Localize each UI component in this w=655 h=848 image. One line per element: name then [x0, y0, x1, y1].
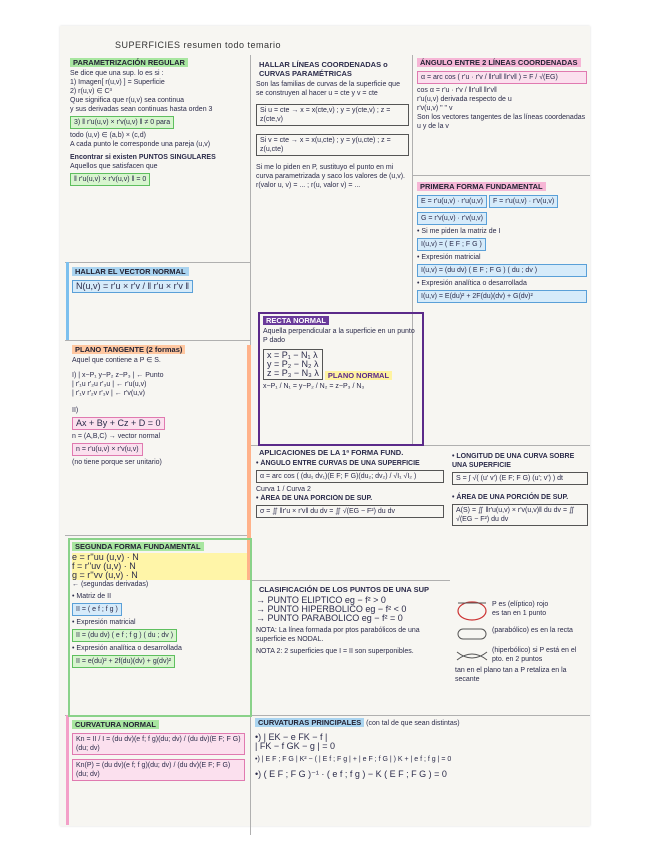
section-title: CLASIFICACIÓN DE LOS PUNTOS DE UNA SUP — [259, 585, 430, 594]
text-line: todo (u,v) ∈ (a,b) × (c,d) — [70, 132, 146, 139]
plane-equation: Ax + By + Cz + D = 0 — [72, 417, 165, 430]
second-form-matrix: II = ( e f ; f g ) — [72, 603, 122, 616]
principal-curvatures-section — [255, 718, 590, 779]
formula-e: e = r''uu (u,v) · N — [72, 553, 247, 562]
normal-product: n = r'u(u,v) × r'v(u,v) — [72, 443, 143, 456]
normal-line-equations — [263, 349, 323, 380]
point-note: es tan en 1 punto — [492, 610, 547, 617]
section-title: RECTA NORMAL — [263, 316, 329, 325]
text-line: Aquellos que satisfacen que — [70, 163, 158, 170]
param-regular-section — [70, 58, 248, 188]
formula-f: f = r''uv (u,v) · N — [72, 562, 247, 571]
text-block: Aquella perpendicular a la superficie en un punto P dado — [263, 328, 415, 344]
formula-g: g = r''vv (u,v) · N — [72, 571, 247, 580]
cylinder-sketch — [455, 626, 489, 642]
section-title: HALLAR EL VECTOR NORMAL — [72, 267, 189, 276]
first-form-section — [417, 182, 589, 305]
second-form-analytic: II = e(du)² + 2f(du)(dv) + g(dv)² — [72, 655, 175, 668]
singular-formula: ‖ r'u(u,v) × r'v(u,v) ‖ = 0 — [70, 173, 150, 186]
text-line: • Expresión analítica o desarrollada — [72, 645, 182, 652]
text-line: r(valor u, v) = ... ; r(u, valor v) = ... — [256, 182, 361, 189]
formula-G: G = r'v(u,v) · r'v(u,v) — [417, 212, 487, 225]
plane-normal-label: PLANO NORMAL — [325, 371, 392, 380]
first-form-analytic: I(u,v) = E(du)² + 2F(du)(dv) + G(dv)² — [417, 290, 587, 303]
section-title: PRIMERA FORMA FUNDAMENTAL — [417, 182, 546, 191]
subsection-title: Encontrar si existen PUNTOS SINGULARES — [70, 154, 216, 161]
equation-y: y = P₂ − N₂ λ — [267, 360, 319, 369]
text-line: (con tal de que sean distintas) — [366, 720, 460, 727]
row-divider — [65, 340, 250, 341]
determinant-row: | r'₁v r'₂v r'₃v | ← r'v(u,v) — [72, 390, 145, 397]
section-title: APLICACIONES DE LA 1ª FORMA FUND. — [259, 448, 404, 457]
angle-formula: α = arc cos ( r'u · r'v / ‖r'u‖ ‖r'v‖ ) = F / √(EG) — [417, 71, 587, 84]
ellipsoid-sketch — [455, 600, 489, 622]
normal-vector-section — [72, 267, 247, 295]
method-1-row1: •) | EK − e FK − f | — [255, 733, 328, 742]
section-title: PARAMETRIZACIÓN REGULAR — [70, 58, 188, 67]
length-section — [452, 452, 589, 528]
curve-angle-formula: α = arc cos ( (du₁ dv₁)(E F; F G)(du₂; dv₂) / √I₁ √I₂ ) — [256, 470, 444, 483]
normal-curvature-section — [72, 720, 247, 783]
normal-vector-formula: N(u,v) = r'u × r'v / ‖ r'u × r'v ‖ — [72, 280, 193, 293]
section-title: ÁNGULO ENTRE 2 LÍNEAS COORDENADAS — [417, 58, 581, 67]
point-note: (hiperbólico) si P está en el pto. en 2 puntos — [492, 647, 577, 663]
text-line: (no tiene porque ser unitario) — [72, 459, 162, 466]
text-line: • Matriz de II — [72, 593, 112, 600]
curve-labels: Curva 1 / Curva 2 — [256, 486, 311, 493]
applications-section — [256, 448, 446, 520]
section-title: CURVATURA NORMAL — [72, 720, 159, 729]
determinant-row: | r'₁u r'₂u r'₃u | ← r'u(u,v) — [72, 381, 147, 388]
subsection-title: • ÁNGULO ENTRE CURVAS DE UNA SUPERFICIE — [256, 460, 420, 467]
plane-normal-formula: x−P₁ / N₁ = y−P₂ / N₂ = z−P₃ / N₃ — [263, 383, 365, 390]
determinant-row: I) | x−P₁ y−P₂ z−P₃ | ← Punto — [72, 372, 164, 379]
subsection-title: • ÁREA DE UNA PORCIÓN DE SUP. — [452, 494, 569, 501]
formula-F: F = r'u(u,v) · r'v(u,v) — [489, 195, 558, 208]
section-title: SEGUNDA FORMA FUNDAMENTAL — [72, 542, 204, 551]
accent-bar — [66, 262, 69, 340]
text-line: cos α = r'u · r'v / ‖r'u‖ ‖r'v‖ — [417, 87, 497, 94]
method-2: •) | E F ; F G | K² − ( | E f ; F g | + | e F ; f G | ) K + | e f ; f g | = 0 — [255, 756, 452, 763]
text-block: Son las familias de curvas de la superficie que se construyen al hacer u = cte y v = cte — [256, 81, 400, 97]
text-line: y sus derivadas sean continuas hasta orden 3 — [70, 106, 213, 113]
text-line: • Expresión matricial — [417, 254, 481, 261]
text-line: Aquel que contiene a P ∈ S. — [72, 357, 161, 364]
formula-E: E = r'u(u,v) · r'u(u,v) — [417, 195, 487, 208]
equation-z: z = P₃ − N₃ λ — [267, 369, 319, 378]
area-formula: σ = ∬ ‖r'u × r'v‖ du dv = ∬ √(EG − F²) du dv — [256, 505, 444, 518]
method-3: •) ( E F ; F G )⁻¹ · ( e f ; f g ) − K ( E F ; F G ) = 0 — [255, 770, 447, 779]
page-header: SUPERFICIES resumen todo temario — [115, 40, 282, 50]
second-form-section — [72, 542, 247, 670]
text-line: Que significa que r(u,v) sea continua — [70, 97, 185, 104]
elliptic-point: → PUNTO ELÍPTICO eg − f² > 0 — [256, 596, 386, 605]
subsection-title: • LONGITUD DE UNA CURVA SOBRE UNA SUPERFICIE — [452, 453, 575, 469]
accent-bar — [66, 715, 69, 825]
first-form-expression: I(u,v) = (du dv) ( E F ; F G ) ( du ; dv ) — [417, 264, 587, 277]
row-divider — [65, 535, 250, 536]
method-1-row2: | FK − f GK − g | = 0 — [255, 742, 335, 751]
first-form-matrix: I(u,v) = ( E F ; F G ) — [417, 238, 486, 251]
v-constant-curve: Si v = cte → x = x(u,cte) ; y = y(u,cte) ; z = z(u,cte) — [256, 134, 409, 156]
u-constant-curve: Si u = cte → x = x(cte,v) ; y = y(cte,v) ; z = z(cte,v) — [256, 104, 409, 126]
text-line: • Expresión matricial — [72, 619, 136, 626]
text-line: • Si me piden la matriz de I — [417, 228, 501, 235]
point-note: P es (elíptico) rojo — [492, 601, 549, 608]
classification-section — [256, 585, 451, 656]
text-block: Son los vectores tangentes de las líneas coordenadas u y de la v — [417, 114, 586, 130]
coord-angle-section — [417, 58, 589, 131]
section-title: CURVATURAS PRINCIPALES — [255, 718, 364, 727]
second-form-expression: II = (du dv) ( e f ; f g ) ( du ; dv ) — [72, 629, 177, 642]
text-line: n = (A,B,C) → vector normal — [72, 433, 161, 440]
row-divider — [65, 262, 250, 263]
text-line: r'u(u,v) derivada respecto de u — [417, 96, 512, 103]
text-line: A cada punto le corresponde una pareja (u,v) — [70, 141, 211, 148]
row-divider — [250, 580, 450, 581]
equation-x: x = P₁ − N₁ λ — [267, 351, 318, 360]
text-line: 1) Imagen[ r(u,v) ] = Superficie — [70, 79, 165, 86]
coord-curves-section — [256, 60, 408, 190]
text-line: ← (segundas derivadas) — [72, 581, 149, 588]
hyperbolic-point: → PUNTO HIPERBÓLICO eg − f² < 0 — [256, 605, 407, 614]
length-formula: S = ∫ √( (u' v') (E F; F G) (u'; v') ) dt — [452, 472, 588, 485]
parabolic-point: → PUNTO PARABÓLICO eg − f² = 0 — [256, 614, 403, 623]
normal-curvature-point: Kn(P) = (du dv)(e f; f g)(du; dv) / (du dv)(E F; F G)(du; dv) — [72, 759, 245, 781]
subsection-title: • ÁREA DE UNA PORCIÓN DE SUP. — [256, 495, 373, 502]
row-divider — [412, 175, 590, 176]
saddle-sketch — [455, 646, 489, 666]
point-note: tan en el plano tan a P retaliza en la secante — [455, 667, 567, 683]
normal-line-section — [263, 316, 415, 391]
method-label: II) — [72, 407, 79, 414]
text-line: • Expresión analítica o desarrollada — [417, 280, 527, 287]
section-title: HALLAR LÍNEAS COORDENADAS o CURVAS PARAMÉTRICAS — [259, 60, 388, 78]
text-line: r'v(u,v) " " v — [417, 105, 453, 112]
text-line: 2) r(u,v) ∈ C³ — [70, 88, 112, 95]
tangent-plane-section — [72, 345, 247, 467]
text-block: Si me lo piden en P, sustituyo el punto en mi curva parametrizada y saco los valores de (u,v). — [256, 164, 406, 180]
note: NOTA: La línea formada por ptos parabólicos de una superficie es NODAL. — [256, 627, 420, 643]
note: NOTA 2: 2 superficies que I = II son superponibles. — [256, 648, 414, 655]
area-formula-alt: A(S) = ∬ ‖r'u(u,v) × r'v(u,v)‖ du dv = ∬ √(EG − F²) du dv — [452, 504, 588, 526]
regularity-condition: 3) ‖ r'u(u,v) × r'v(u,v) ‖ ≠ 0 para — [70, 116, 174, 129]
point-note: (parabólico) es en la recta — [492, 627, 573, 634]
point-types-section — [455, 600, 589, 684]
section-title: PLANO TANGENTE (2 formas) — [72, 345, 185, 354]
text-line: Se dice que una sup. lo es si : — [70, 70, 164, 77]
normal-curvature-formula: Kn = II / I = (du dv)(e f; f g)(du; dv) / (du dv)(E F; F G)(du; dv) — [72, 733, 245, 755]
